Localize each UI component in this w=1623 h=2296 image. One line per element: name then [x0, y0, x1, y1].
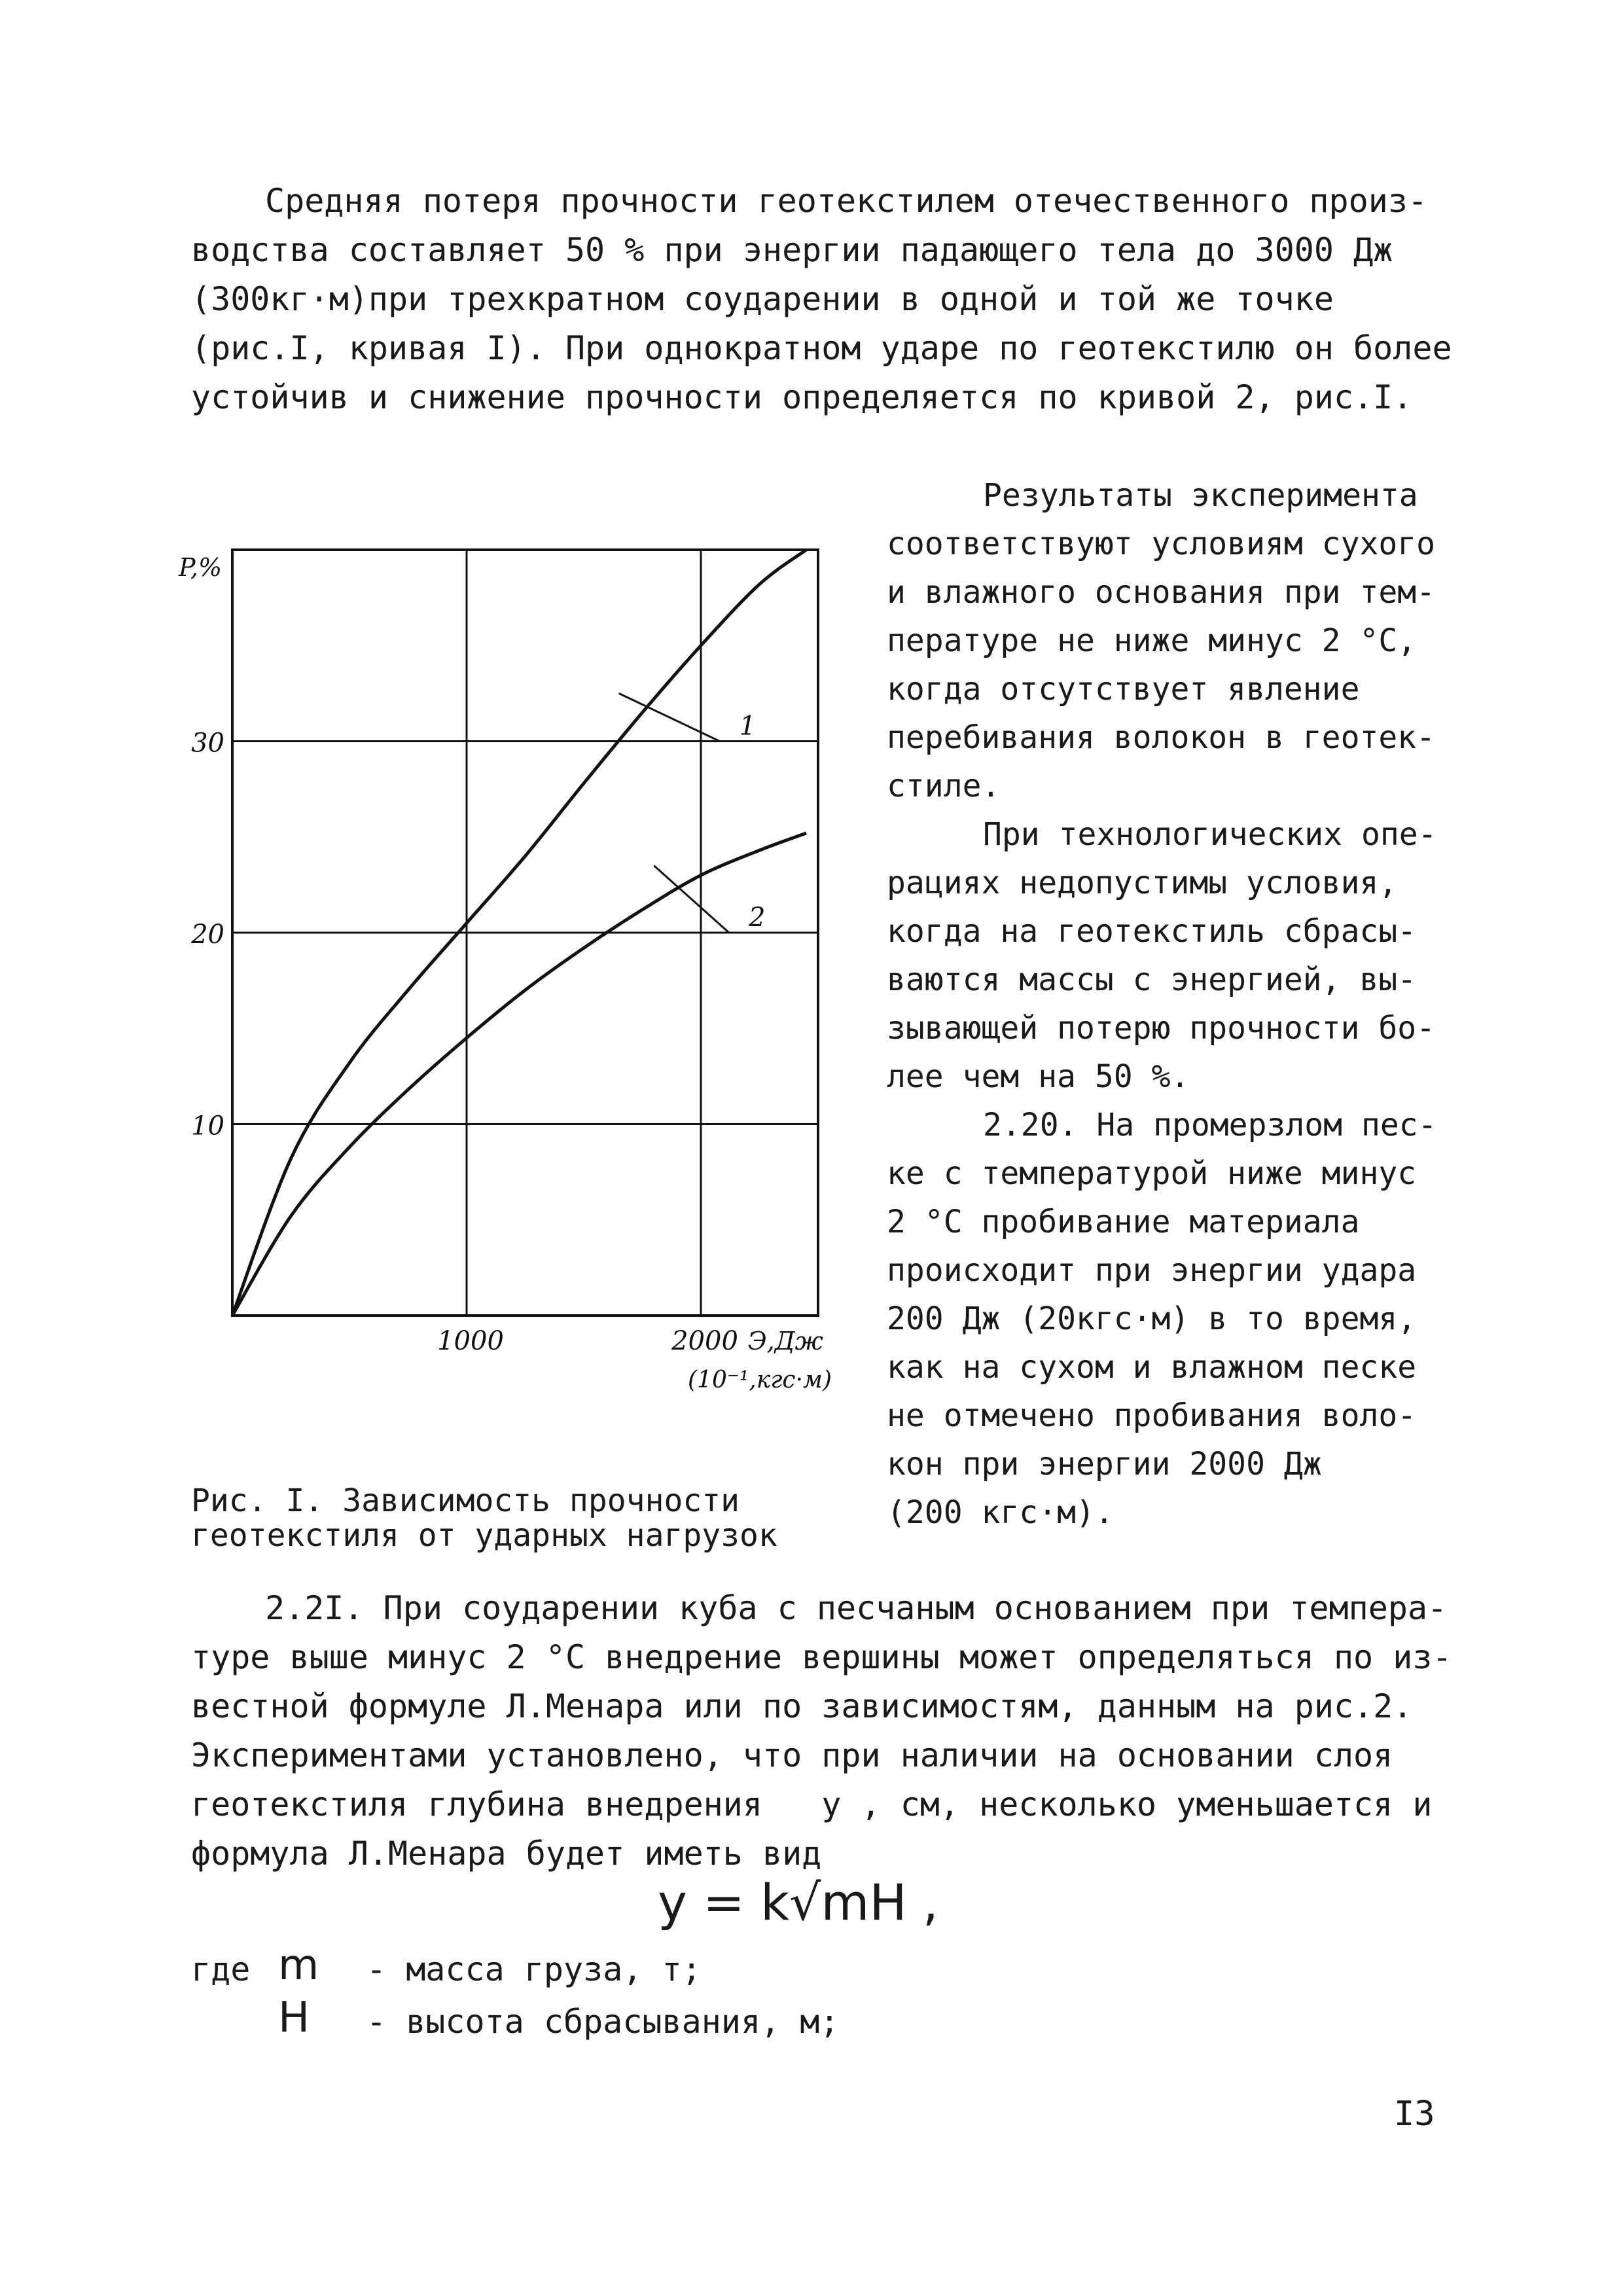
- right-p2-line-2: рациях недопустимы условия,: [887, 865, 1398, 901]
- right-p1-line-1: Результаты эксперимента: [983, 477, 1418, 514]
- series-leader-1: [619, 693, 720, 741]
- y-tick-label: 10: [191, 1111, 224, 1141]
- y-tick-label: 30: [191, 728, 224, 759]
- mass-symbol: m: [278, 1941, 319, 1990]
- right-p1-line-4: пературе не ниже минус 2 °С,: [887, 622, 1417, 659]
- height-symbol: H: [278, 1994, 310, 2042]
- right-p3-line-1: 2.20. На промерзлом пес-: [983, 1107, 1437, 1143]
- right-p1-line-5: когда отсутствует явление: [887, 671, 1360, 708]
- height-definition: - высота сбрасывания, м;: [366, 2003, 840, 2041]
- intro-line-1: Средняя потеря прочности геотекстилем отечественного произ-: [265, 182, 1428, 220]
- series-label-2: 2: [748, 903, 766, 933]
- intro-line-3: (300кг·м)при трехкратном соударении в одной и той же точке: [191, 280, 1334, 318]
- section-221-line-3: вестной формуле Л.Менара или по зависимостям, данным на рис.2.: [191, 1687, 1413, 1725]
- strength-chart: [157, 524, 864, 1440]
- intro-line-5: устойчив и снижение прочности определяется по кривой 2, рис.I.: [191, 378, 1413, 416]
- right-p1-line-2: соответствуют условиям сухого: [887, 526, 1436, 562]
- right-p2-line-6: лее чем на 50 %.: [887, 1058, 1190, 1095]
- x-axis-label: Э,Дж: [747, 1327, 823, 1355]
- right-p2-line-1: При технологических опе-: [983, 816, 1437, 853]
- right-p2-line-5: зывающей потерю прочности бо-: [887, 1010, 1436, 1047]
- right-p3-line-7: не отмечено пробивания воло-: [887, 1397, 1417, 1434]
- figure-caption-line-1: Рис. I. Зависимость прочности: [191, 1482, 740, 1519]
- right-p3-line-5: 200 Дж (20кгс·м) в то время,: [887, 1300, 1417, 1337]
- right-p1-line-7: стиле.: [887, 768, 1001, 804]
- right-p3-line-9: (200 кгс·м).: [887, 1494, 1114, 1531]
- x-tick-label: 1000: [437, 1326, 504, 1356]
- section-221-line-4: Экспериментами установлено, что при наличии на основании слоя: [191, 1736, 1393, 1774]
- section-221-line-5: геотекстиля глубина внедрения y , см, несколько уменьшается и: [191, 1785, 1433, 1823]
- x-axis-label-units: (10⁻¹,кгс·м): [688, 1367, 832, 1393]
- series-leader-2: [654, 866, 729, 933]
- figure-caption-line-2: геотекстиля от ударных нагрузок: [191, 1517, 777, 1554]
- y-tick-label: 20: [191, 920, 224, 950]
- y-axis-label: P,%: [179, 553, 223, 582]
- series-label-1: 1: [739, 711, 757, 742]
- intro-line-4: (рис.I, кривая I). При однократном ударе по геотекстилю он более: [191, 329, 1452, 367]
- right-p3-line-4: происходит при энергии удара: [887, 1252, 1417, 1289]
- right-p3-line-3: 2 °С пробивание материала: [887, 1204, 1360, 1240]
- intro-line-2: водства составляет 50 % при энергии падающего тела до 3000 Дж: [191, 231, 1393, 269]
- section-221-line-1: 2.2I. При соударении куба с песчаным основанием при темпера-: [265, 1589, 1448, 1627]
- section-221-line-6: формула Л.Менара будет иметь вид: [191, 1835, 822, 1873]
- menard-formula: y = k√mH ,: [658, 1873, 938, 1931]
- right-p1-line-3: и влажного основания при тем-: [887, 574, 1436, 611]
- right-p3-line-8: кон при энергии 2000 Дж: [887, 1446, 1322, 1482]
- page-number: I3: [1394, 2094, 1435, 2134]
- right-p3-line-6: как на сухом и влажном песке: [887, 1349, 1417, 1386]
- right-p3-line-2: ке с температурой ниже минус: [887, 1155, 1417, 1192]
- right-p1-line-6: перебивания волокон в геотек-: [887, 719, 1436, 756]
- x-tick-label: 2000: [671, 1326, 738, 1356]
- mass-definition: - масса груза, т;: [366, 1950, 702, 1988]
- section-221-line-2: туре выше минус 2 °С внедрение вершины может определяться по из-: [191, 1638, 1452, 1676]
- right-p2-line-4: ваются массы с энергией, вы-: [887, 961, 1417, 998]
- right-p2-line-3: когда на геотекстиль сбрасы-: [887, 913, 1417, 950]
- series-line-2: [232, 833, 806, 1316]
- where-label: где: [191, 1950, 251, 1988]
